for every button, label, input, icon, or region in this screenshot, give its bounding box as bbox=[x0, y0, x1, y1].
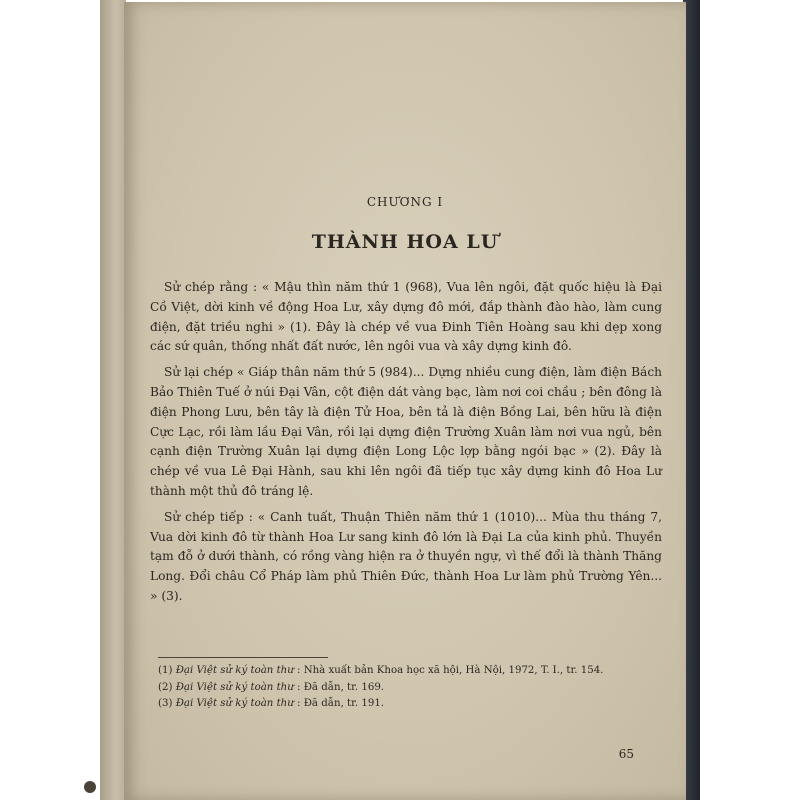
footnote-3 bbox=[158, 696, 658, 713]
book-page bbox=[124, 2, 686, 800]
footnote-2 bbox=[158, 680, 658, 697]
footnote-detail: : Đã dẫn, tr. 169. bbox=[293, 681, 385, 693]
footnote-mark: (1) bbox=[158, 665, 173, 676]
footnote-mark: (2) bbox=[158, 681, 173, 693]
footnote-1 bbox=[158, 663, 658, 680]
footnote-divider bbox=[158, 657, 328, 658]
paragraph-2: Sử lại chép « Giáp thân năm thứ 5 (984)... Dựng nhiều cung điện, làm điện Bách Bảo Thiên Tuế ở núi Đại Vân, cột điện dát vàng bạc, làm nơi coi chầu ; bên đông là điện Phong Lưu, bên tây là điện Tử Hoa, bên tả là điện Bồng Lai, bên hữu là điện Cực Lạc, rồi làm lầu Đại Vân, rồi lại dựng điện Trường Xuân làm nơi vua ngủ, bên cạnh điện Trường Xuân lại dựng điện Long Lộc lợp bằng ngói bạc » (2). Đây là chép về vua Lê Đại Hành, sau khi lên ngôi đã tiếp tục xây dựng kinh đô Hoa Lư thành một thủ đô tráng lệ. bbox=[150, 365, 662, 498]
footnote-detail: : Đã dẫn, tr. 191. bbox=[293, 698, 385, 709]
ink-stain bbox=[84, 781, 96, 793]
footnote-detail: : Nhà xuất bản Khoa học xã hội, Hà Nội, 1972, T. I., tr. 154. bbox=[293, 665, 604, 676]
page-number: 65 bbox=[618, 747, 634, 761]
footnotes bbox=[158, 663, 658, 713]
footnote-source: Đại Việt sử ký toàn thư bbox=[175, 698, 294, 709]
footnote-source: Đại Việt sử ký toàn thư bbox=[175, 665, 294, 676]
book-page-edge bbox=[100, 0, 126, 800]
footnote-source: Đại Việt sử ký toàn thư bbox=[175, 681, 294, 693]
paragraph-1: Sử chép rằng : « Mậu thìn năm thứ 1 (968), Vua lên ngôi, đặt quốc hiệu là Đại Cồ Việt, dời kinh về động Hoa Lư, xây dựng đô mới, đắp thành đào hào, làm cung điện, đặt triều nghi » (1). Đây là chép về vua Đinh Tiên Hoàng sau khi dẹp xong các sứ quân, thống nhất đất nước, lên ngôi vua và xây dựng kinh đô. bbox=[150, 280, 662, 354]
chapter-label: CHƯƠNG I bbox=[366, 195, 444, 209]
chapter-title: THÀNH HOA LƯ bbox=[311, 231, 499, 253]
footnote-mark: (3) bbox=[158, 698, 173, 709]
paragraph-3: Sử chép tiếp : « Canh tuất, Thuận Thiên năm thứ 1 (1010)... Mùa thu tháng 7, Vua dời kinh đô từ thành Hoa Lư sang kinh đô lớn là Đại La của kinh phủ. Thuyền tạm đỗ ở dưới thành, có rồng vàng hiện ra ở thuyền ngự, vì thế đổi là thành Thăng Long. Đổi châu Cổ Pháp làm phủ Thiên Đức, thành Hoa Lư làm phủ Trường Yên... » (3). bbox=[150, 509, 662, 603]
body-text bbox=[150, 278, 662, 613]
